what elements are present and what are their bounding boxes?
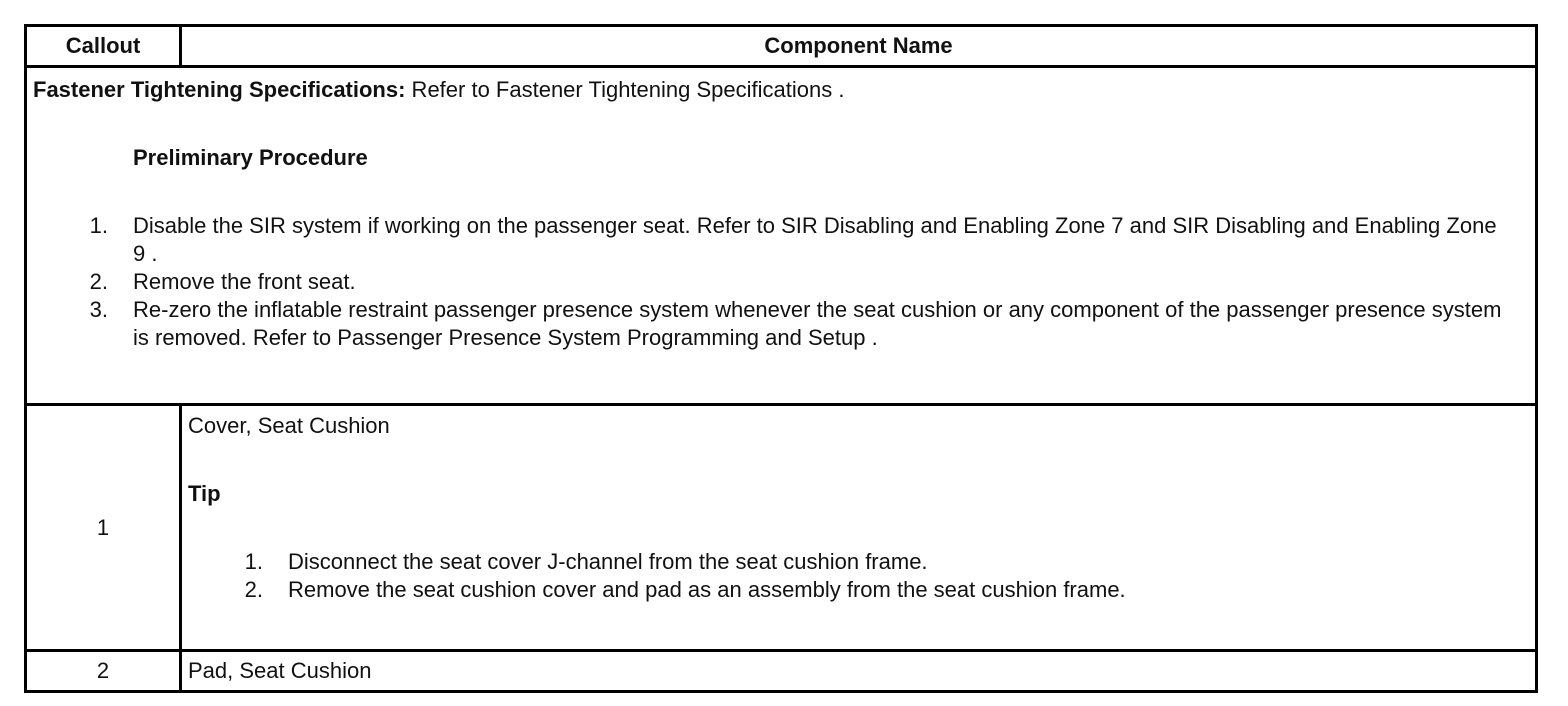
- step-number: 2.: [89, 269, 108, 294]
- step-number: 1.: [89, 213, 108, 238]
- step-text: Re-zero the inflatable restraint passenger presence system whenever the seat cushion or any component of the passenger presence system is removed. Refer to Passenger Presence System Programming and Setup .: [133, 297, 1502, 350]
- tip-heading: Tip: [188, 481, 221, 506]
- table-row: [26, 651, 1537, 692]
- step-number: 2.: [244, 577, 263, 602]
- step-text: Disconnect the seat cover J-channel from the seat cushion frame.: [288, 549, 928, 574]
- callout-number: 1: [26, 405, 181, 651]
- step-number: 1.: [244, 549, 263, 574]
- preliminary-procedure-heading: Preliminary Procedure: [133, 145, 368, 170]
- step-text: Remove the seat cushion cover and pad as an assembly from the seat cushion frame.: [288, 577, 1126, 602]
- component-name: Pad, Seat Cushion: [181, 651, 1537, 692]
- list-item: [33, 296, 1531, 352]
- header-component-name: Component Name: [181, 26, 1537, 67]
- list-item: [33, 212, 1531, 268]
- step-text: Disable the SIR system if working on the passenger seat. Refer to SIR Disabling and Enabling Zone 7 and SIR Disabling and Enabling Zone 9 .: [133, 213, 1497, 266]
- component-cell: [181, 405, 1537, 651]
- tip-steps-list: [188, 548, 1531, 604]
- table-header-row: [26, 26, 1537, 67]
- callout-number: 2: [26, 651, 181, 692]
- preliminary-cell: [26, 67, 1537, 405]
- procedure-table: [24, 24, 1538, 693]
- header-callout: Callout: [26, 26, 181, 67]
- step-text: Remove the front seat.: [133, 269, 356, 294]
- fastener-spec-line: [33, 76, 1531, 104]
- component-name: Cover, Seat Cushion: [188, 413, 390, 438]
- fastener-spec-label: Fastener Tightening Specifications:: [33, 77, 406, 102]
- step-number: 3.: [89, 297, 108, 322]
- list-item: [188, 576, 1531, 604]
- preliminary-row: [26, 67, 1537, 405]
- table-row: [26, 405, 1537, 651]
- list-item: [188, 548, 1531, 576]
- list-item: [33, 268, 1531, 296]
- preliminary-steps-list: [33, 212, 1531, 352]
- fastener-spec-text: Refer to Fastener Tightening Specifications .: [405, 77, 845, 102]
